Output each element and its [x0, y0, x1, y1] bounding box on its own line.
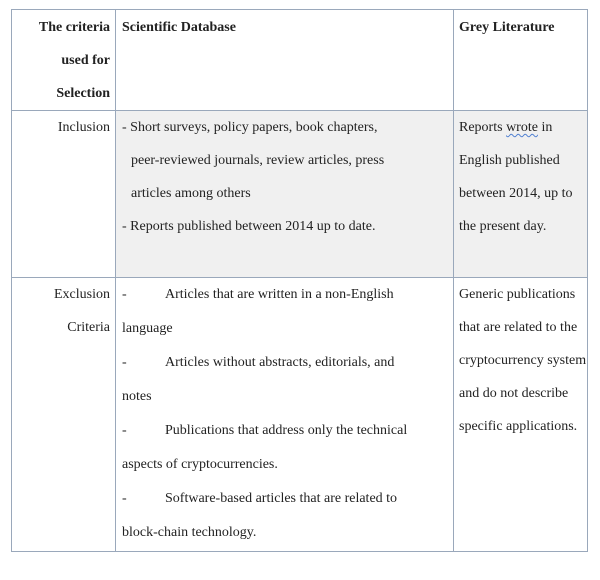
- exclusion-item-text: Software-based articles that are related to: [165, 491, 398, 506]
- inclusion-scientific-line: peer-reviewed journals, review articles, press: [131, 153, 385, 168]
- exclusion-item: [122, 346, 453, 380]
- inclusion-row: [12, 111, 588, 278]
- spellcheck-underlined-word: wrote: [506, 120, 538, 135]
- bullet-dash: -: [122, 491, 127, 506]
- inclusion-grey-line: the present day.: [459, 219, 547, 234]
- exclusion-grey-line: that are related to the: [459, 320, 578, 335]
- exclusion-label-cell: [12, 278, 116, 552]
- bullet-dash: -: [122, 423, 127, 438]
- header-grey-cell: [454, 10, 588, 111]
- inclusion-grey-text: in: [537, 120, 553, 135]
- exclusion-scientific-cell: [116, 278, 454, 552]
- inclusion-scientific-line: - Reports published between 2014 up to date.: [122, 219, 376, 234]
- inclusion-scientific-line: articles among others: [131, 186, 251, 201]
- bullet-dash: -: [122, 287, 127, 302]
- exclusion-item-continuation: aspects of cryptocurrencies.: [122, 457, 278, 472]
- exclusion-label-line: Criteria: [67, 320, 110, 335]
- inclusion-grey-line: [459, 111, 587, 144]
- header-criteria-line: Selection: [56, 86, 110, 101]
- exclusion-item-text: Articles without abstracts, editorials, and: [165, 355, 395, 370]
- inclusion-grey-cell: [454, 111, 588, 278]
- header-criteria-line: used for: [61, 53, 110, 68]
- exclusion-grey-line: Generic publications: [459, 287, 576, 302]
- header-scientific-cell: [116, 10, 454, 111]
- exclusion-label-line: Exclusion: [54, 287, 110, 302]
- inclusion-grey-line: English published: [459, 153, 560, 168]
- exclusion-grey-line: and do not describe: [459, 386, 569, 401]
- exclusion-item: [122, 278, 453, 312]
- exclusion-grey-line: specific applications.: [459, 419, 578, 434]
- inclusion-scientific-cell: [116, 111, 454, 278]
- bullet-dash: -: [122, 355, 127, 370]
- exclusion-grey-cell: [454, 278, 588, 552]
- inclusion-scientific-line: - Short surveys, policy papers, book chapters,: [122, 120, 378, 135]
- exclusion-item-continuation: block-chain technology.: [122, 525, 257, 540]
- inclusion-label: Inclusion: [57, 120, 110, 135]
- inclusion-grey-text: Reports: [459, 120, 507, 135]
- exclusion-item-continuation: language: [122, 321, 173, 336]
- exclusion-grey-line: cryptocurrency system: [459, 353, 587, 368]
- header-grey: Grey Literature: [459, 20, 555, 35]
- exclusion-item-text: Publications that address only the technical: [165, 423, 408, 438]
- exclusion-item: [122, 414, 453, 448]
- header-row: [12, 10, 588, 111]
- exclusion-item-continuation: notes: [122, 389, 152, 404]
- header-scientific: Scientific Database: [122, 20, 236, 35]
- inclusion-label-cell: [12, 111, 116, 278]
- exclusion-row: [12, 278, 588, 552]
- selection-criteria-table: [11, 9, 588, 552]
- header-criteria-cell: [12, 10, 116, 111]
- inclusion-grey-line: between 2014, up to: [459, 186, 573, 201]
- header-criteria-line: The criteria: [38, 20, 110, 35]
- exclusion-item-text: Articles that are written in a non-English: [165, 287, 394, 302]
- exclusion-item: [122, 482, 453, 516]
